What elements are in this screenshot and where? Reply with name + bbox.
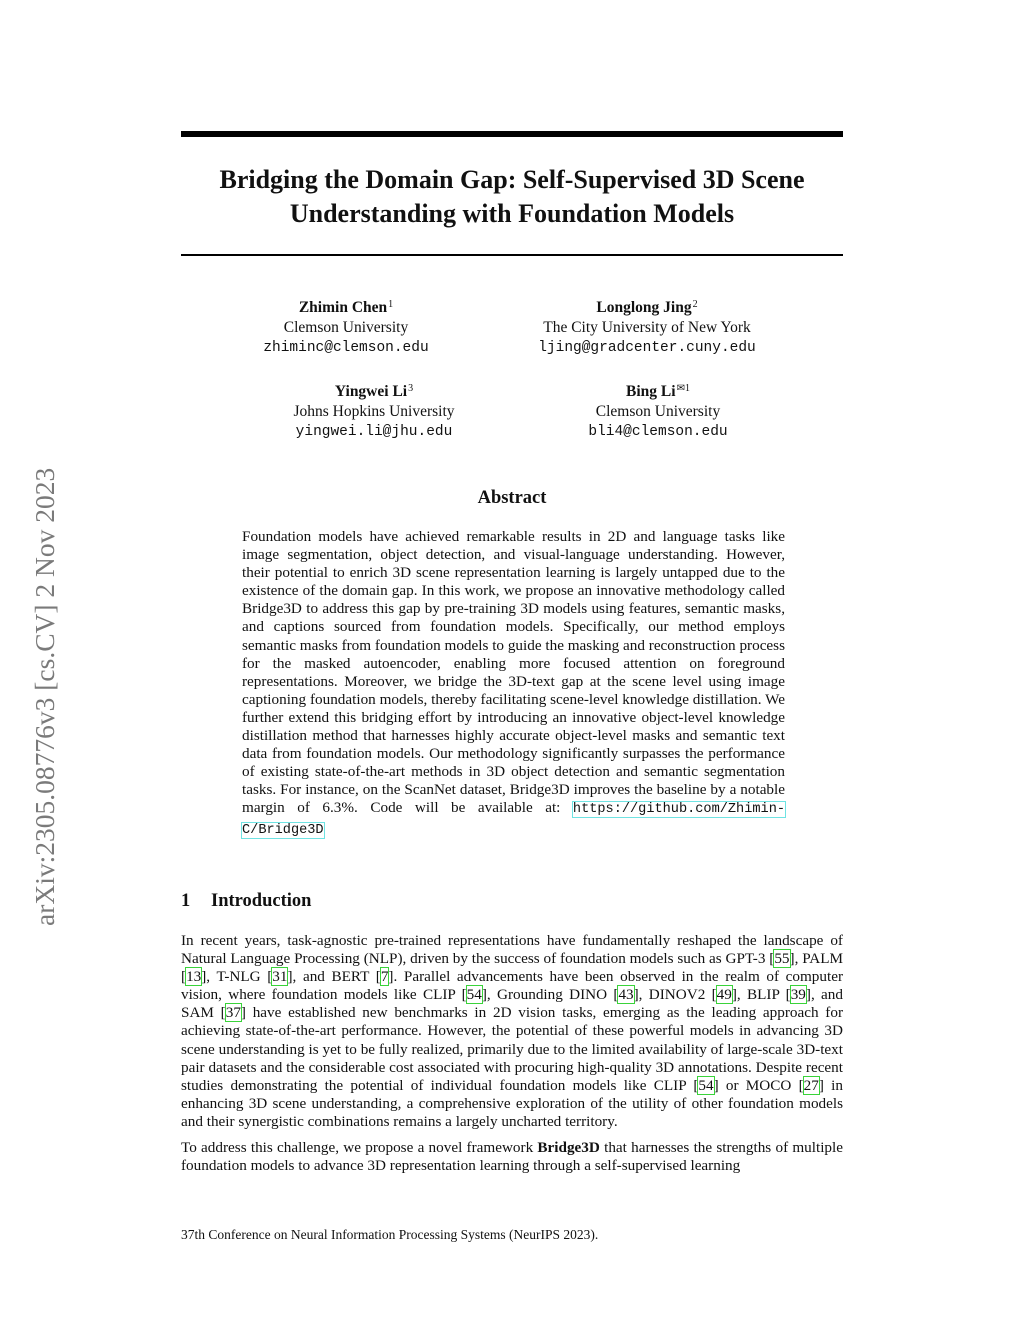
paper-title-line-2: Understanding with Foundation Models	[289, 199, 735, 228]
author-name-text: Zhimin Chen	[298, 299, 388, 316]
author-block	[224, 382, 524, 442]
paragraph-text: ], Grounding DINO [	[481, 986, 619, 1004]
citation-link[interactable]: 31	[272, 968, 288, 986]
paragraph-text: ], DINOV2 [	[633, 986, 717, 1004]
author-name	[196, 298, 496, 318]
paragraph-text: To address this challenge, we propose a novel framework	[181, 1139, 538, 1157]
citation-link[interactable]: 43	[618, 986, 634, 1004]
code-repository-link[interactable]: https://github.com/Zhimin-C/Bridge3D	[242, 802, 786, 838]
citation-link[interactable]: 55	[774, 950, 790, 968]
introduction-paragraph-2	[181, 1139, 843, 1175]
paragraph-text: ] in enhancing 3D scene understanding, a comprehensive exploration of the utility of other foundation models and their synergistic combinations remains a largely uncharted territory.	[181, 1076, 843, 1130]
author-email: yingwei.li@jhu.edu	[295, 424, 453, 440]
author-name	[508, 382, 808, 402]
paragraph-text: ] or MOCO [	[713, 1076, 804, 1094]
citation-link[interactable]: 37	[225, 1004, 241, 1022]
author-affiliation: Johns Hopkins University	[293, 403, 455, 420]
author-affiliation: Clemson University	[595, 403, 721, 420]
paragraph-text: ], BLIP [	[731, 986, 791, 1004]
paragraph-text: In recent years, task-agnostic pre-trained representations have fundamentally reshaped the landscape of Natural Language Processing (NLP), driven by the success of foundation models such as GPT-3 [	[181, 932, 843, 968]
author-block	[196, 298, 496, 358]
arxiv-identifier: arXiv:2305.08776v3 [cs.CV] 2 Nov 2023	[29, 467, 60, 926]
citation-link[interactable]: 49	[716, 986, 732, 1004]
introduction-body	[181, 932, 843, 1183]
author-affiliation-mark: 1	[388, 299, 394, 310]
section-heading-introduction	[181, 889, 843, 913]
section-number: 1	[181, 891, 191, 911]
author-name-text: Yingwei Li	[334, 383, 408, 400]
citation-link[interactable]: 27	[803, 1076, 819, 1094]
citation-link[interactable]: 54	[466, 986, 482, 1004]
paragraph-text: ], T-NLG [	[201, 968, 273, 986]
paragraph-text: ], and SAM [	[181, 986, 843, 1022]
paragraph-text: ] have established new benchmarks in 2D vision tasks, emerging as the leading approach for achieving state-of-the-art performance. However, the potential of these powerful models in advancing 3D scene understanding is yet to be fully realized, primarily due to the limited availability of large-scale 3D-text pair datasets and the considerable cost associated with procuring high-quality 3D annotations. Despite recent studies demonstrating the potential of individual foundation models like CLIP [	[181, 1004, 844, 1094]
citation-link[interactable]: 7	[380, 968, 389, 986]
abstract-body	[242, 528, 785, 840]
citation-link[interactable]: 39	[790, 986, 806, 1004]
author-block	[508, 382, 808, 442]
author-affiliation: Clemson University	[283, 319, 409, 336]
author-affiliation-mark: 2	[692, 299, 698, 310]
author-affiliation-mark: 3	[408, 383, 414, 394]
paper-title-line-1: Bridging the Domain Gap: Self-Supervised 3D Scene	[219, 165, 805, 194]
paragraph-text: ]. Parallel advancements have been observed in the realm of computer vision, where foundation models like CLIP [	[181, 968, 844, 1004]
author-block	[497, 298, 797, 358]
citation-link[interactable]: 13	[186, 968, 202, 986]
author-affiliation-mark: ✉1	[676, 383, 690, 394]
paper-title	[181, 163, 843, 231]
arxiv-sidebar	[26, 356, 64, 926]
author-name	[497, 298, 797, 318]
author-email: bli4@clemson.edu	[588, 424, 728, 440]
author-name	[224, 382, 524, 402]
author-name-text: Bing Li	[626, 383, 676, 400]
paragraph-text: ], and BERT [	[287, 968, 381, 986]
paragraph-text: that harnesses the strengths of multiple foundation models to advance 3D representation learning through a self-supervised learning	[181, 1139, 843, 1175]
author-email: zhiminc@clemson.edu	[263, 340, 429, 356]
paragraph-text: ], PALM [	[181, 950, 843, 986]
author-email: ljing@gradcenter.cuny.edu	[538, 340, 756, 356]
introduction-paragraph-1	[181, 932, 843, 1131]
title-top-rule	[181, 131, 843, 137]
framework-name: Bridge3D	[537, 1139, 600, 1157]
conference-footnote: 37th Conference on Neural Information Processing Systems (NeurIPS 2023).	[181, 1227, 599, 1242]
citation-link[interactable]: 54	[698, 1076, 714, 1094]
abstract-heading: Abstract	[477, 488, 547, 508]
section-title: Introduction	[211, 891, 312, 911]
author-affiliation: The City University of New York	[543, 319, 751, 336]
abstract-text: Foundation models have achieved remarkable results in 2D and language tasks like image segmentation, object detection, and visual-language understanding. However, their potential to enrich 3D scene representation learning is largely untapped due to the existence of the domain gap. In this work, we propose an innovative methodology called Bridge3D to address this gap by pre-training 3D models using features, semantic masks, and captions sourced from foundation models. Specifically, our method employs semantic masks from foundation models to guide the masking and reconstruction process for the masked autoencoder, enabling more focused attention on foreground representations. Moreover, we bridge the 3D-text gap at the scene level using image captioning foundation models, thereby facilitating scene-level knowledge distillation. We further extend this bridging effort by introducing an innovative object-level knowledge distillation method that harnesses highly accurate object-level masks and semantic text data from foundation models. Our methodology significantly surpasses the performance of existing state-of-the-art methods in 3D object detection and semantic segmentation tasks. For instance, on the ScanNet dataset, Bridge3D improves the baseline by a notable margin of 6.3%. Code will be available at:	[242, 528, 785, 817]
author-name-text: Longlong Jing	[596, 299, 692, 316]
title-bottom-rule	[181, 254, 843, 256]
